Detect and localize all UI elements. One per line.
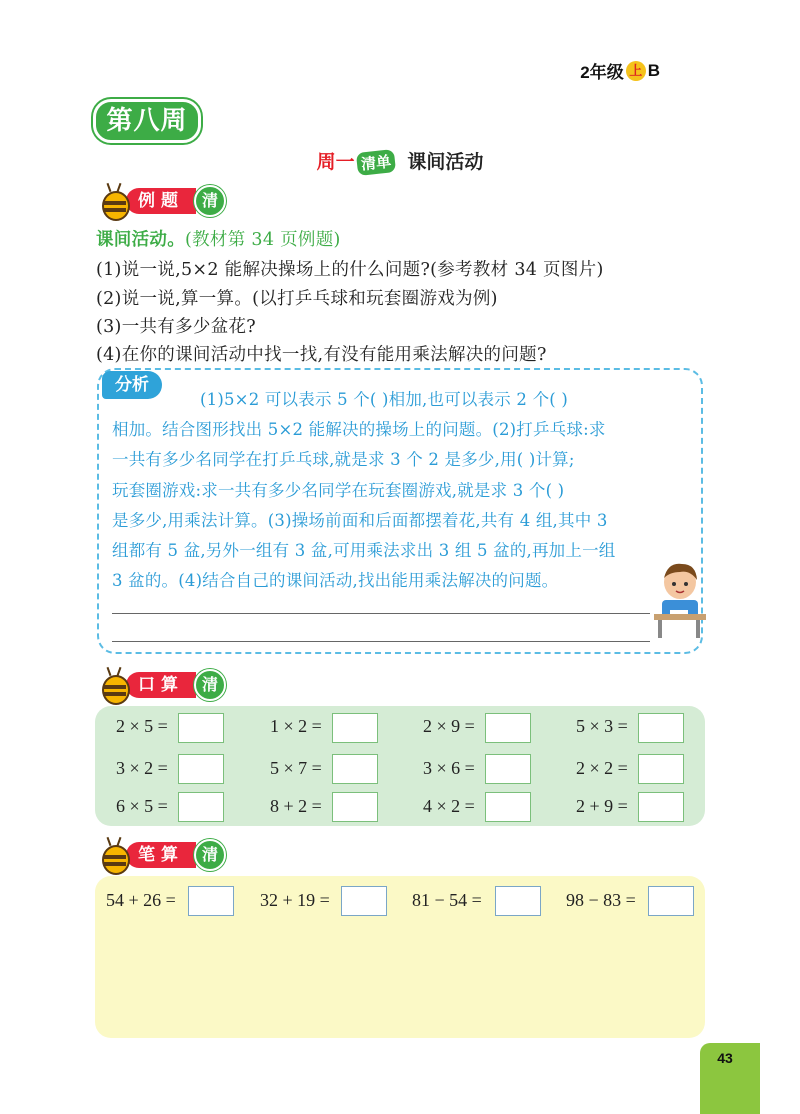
page-number: 43 xyxy=(717,1050,733,1066)
day-topic: 课间活动 xyxy=(407,151,484,173)
bee-icon xyxy=(96,837,132,873)
oral-expression: 2 × 2 = xyxy=(576,758,628,778)
answer-box[interactable] xyxy=(188,886,234,916)
example-title xyxy=(96,226,341,251)
answer-box[interactable] xyxy=(485,754,531,784)
analysis-line-6: 组都有 5 盆,另外一组有 3 盆,可用乘法求出 3 组 5 盆的,再加上一组 xyxy=(112,541,616,560)
answer-box[interactable] xyxy=(178,754,224,784)
oral-problem xyxy=(270,716,322,737)
oral-expression: 3 × 6 = xyxy=(423,758,475,778)
example-title-note: (教材第 34 页例题) xyxy=(185,230,341,250)
answer-box[interactable] xyxy=(495,886,541,916)
checklist-badge: 清单 xyxy=(356,149,396,176)
analysis-line-4: 玩套圈游戏:求一共有多少名同学在玩套圈游戏,就是求 3 个( ) xyxy=(112,481,565,500)
grade-suffix: B xyxy=(647,60,660,80)
answer-box[interactable] xyxy=(332,713,378,743)
example-section-label: 例题 xyxy=(126,188,196,214)
writing-line-2[interactable] xyxy=(112,641,650,642)
example-item-2: (2)说一说,算一算。(以打乒乓球和玩套圈游戏为例) xyxy=(96,289,498,309)
day-prefix: 周一 xyxy=(316,151,355,173)
oral-problem xyxy=(423,716,475,737)
oral-expression: 5 × 7 = xyxy=(270,758,322,778)
oral-problem xyxy=(116,796,168,817)
oral-problem xyxy=(576,796,628,817)
example-section-header xyxy=(96,182,226,220)
oral-problem xyxy=(270,796,322,817)
oral-expression: 4 × 2 = xyxy=(423,796,475,816)
grade-up-badge: 上 xyxy=(626,61,646,81)
day-title xyxy=(0,147,800,174)
oral-expression: 1 × 2 = xyxy=(270,716,322,736)
oral-expression: 8 + 2 = xyxy=(270,796,322,816)
analysis-line-3: 一共有多少名同学在打乒乓球,就是求 3 个 2 是多少,用( )计算; xyxy=(112,450,575,469)
oral-section-header xyxy=(96,666,226,704)
answer-box[interactable] xyxy=(178,713,224,743)
qing-badge: 清 xyxy=(194,669,226,701)
answer-box[interactable] xyxy=(332,792,378,822)
bee-icon xyxy=(96,183,132,219)
written-expression: 98 − 83 = xyxy=(566,890,636,910)
analysis-line-7: 3 盆的。(4)结合自己的课间活动,找出能用乘法解决的问题。 xyxy=(112,571,559,590)
written-section-label: 笔算 xyxy=(126,842,196,868)
oral-problem xyxy=(116,758,168,779)
analysis-line-2: 相加。结合图形找出 5×2 能解决的操场上的问题。(2)打乒乓球:求 xyxy=(112,420,606,439)
grade-text: 2年级 xyxy=(580,63,624,82)
answer-box[interactable] xyxy=(638,754,684,784)
answer-box[interactable] xyxy=(332,754,378,784)
answer-box[interactable] xyxy=(638,792,684,822)
oral-problem xyxy=(576,758,628,779)
answer-box[interactable] xyxy=(178,792,224,822)
written-expression: 32 + 19 = xyxy=(260,890,330,910)
oral-section-label: 口算 xyxy=(126,672,196,698)
oral-problem xyxy=(576,716,628,737)
example-item-4: (4)在你的课间活动中找一找,有没有能用乘法解决的问题? xyxy=(96,345,547,365)
analysis-line-1: (1)5×2 可以表示 5 个( )相加,也可以表示 2 个( ) xyxy=(200,390,568,409)
written-expression: 81 − 54 = xyxy=(412,890,482,910)
oral-problem xyxy=(423,758,475,779)
oral-expression: 2 + 9 = xyxy=(576,796,628,816)
oral-expression: 2 × 5 = xyxy=(116,716,168,736)
qing-badge: 清 xyxy=(194,839,226,871)
oral-expression: 6 × 5 = xyxy=(116,796,168,816)
example-title-text: 课间活动。 xyxy=(96,230,185,250)
oral-expression: 2 × 9 = xyxy=(423,716,475,736)
written-section-header xyxy=(96,836,226,874)
analysis-line-5: 是多少,用乘法计算。(3)操场前面和后面都摆着花,共有 4 组,其中 3 xyxy=(112,511,608,530)
qing-badge: 清 xyxy=(194,185,226,217)
oral-problem xyxy=(270,758,322,779)
answer-box[interactable] xyxy=(485,792,531,822)
oral-problem xyxy=(423,796,475,817)
oral-expression: 5 × 3 = xyxy=(576,716,628,736)
grade-label xyxy=(580,58,660,83)
example-item-3: (3)一共有多少盆花? xyxy=(96,317,256,337)
example-item-1: (1)说一说,5×2 能解决操场上的什么问题?(参考教材 34 页图片) xyxy=(96,260,604,280)
bee-icon xyxy=(96,667,132,703)
student-illustration xyxy=(650,560,708,640)
oral-expression: 3 × 2 = xyxy=(116,758,168,778)
week-badge: 第八周 xyxy=(93,99,201,143)
answer-box[interactable] xyxy=(341,886,387,916)
answer-box[interactable] xyxy=(485,713,531,743)
answer-box[interactable] xyxy=(648,886,694,916)
analysis-tag: 分析 xyxy=(102,371,162,399)
answer-box[interactable] xyxy=(638,713,684,743)
oral-problem xyxy=(116,716,168,737)
written-expression: 54 + 26 = xyxy=(106,890,176,910)
writing-line-1[interactable] xyxy=(112,613,650,614)
